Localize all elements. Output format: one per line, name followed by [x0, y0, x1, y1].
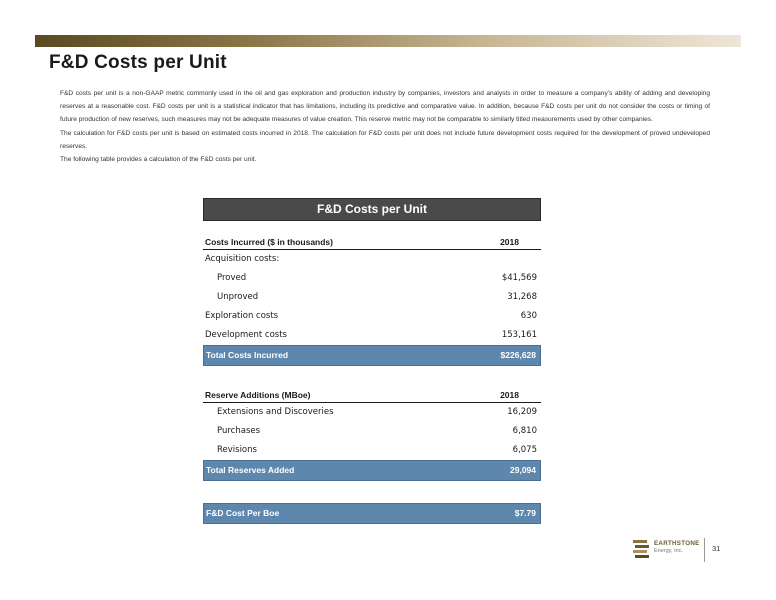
row-label: Revisions [217, 445, 257, 455]
fd-cost-per-boe-row [203, 503, 541, 524]
fd-costs-table [203, 198, 541, 524]
fd-cost-value: $7.79 [514, 508, 536, 518]
table-title: F&D Costs per Unit [203, 198, 541, 221]
logo-subtitle: Energy, Inc. [654, 548, 683, 554]
paragraph-calculation: The calculation for F&D costs per unit is based on estimated costs incurred in 2018. The calculation for F&D costs per unit does not include future development costs required for the development of proved undeveloped reserves. [60, 129, 710, 150]
table-row [203, 288, 541, 307]
page-number: 31 [712, 544, 721, 553]
row-value: 153,161 [501, 330, 537, 340]
table-row [203, 307, 541, 326]
row-label: Development costs [205, 330, 287, 340]
costs-header-label: Costs Incurred ($ in thousands) [205, 237, 333, 247]
page-title: F&D Costs per Unit [49, 52, 227, 73]
row-label: Proved [217, 273, 247, 283]
row-value: 6,075 [512, 445, 537, 455]
row-value: 16,209 [507, 407, 537, 417]
top-accent-bar [35, 35, 741, 47]
row-label: Unproved [217, 292, 259, 302]
paragraph-table-intro: The following table provides a calculation of the F&D costs per unit. [60, 156, 257, 164]
fd-cost-label: F&D Cost Per Boe [206, 508, 280, 518]
footer-divider [704, 538, 705, 562]
row-value: $41,569 [501, 273, 537, 283]
body-text [60, 87, 710, 166]
table-row [203, 422, 541, 441]
paragraph-definition: F&D costs per unit is a non-GAAP metric commonly used in the oil and gas exploration and production industry by companies, investors and analysts in order to measure a company’s ability of adding and developing reserves at a reasonable cost. F&D costs per unit is a statistical indicator that has limitations, including its predictive and comparative value. In addition, because F&D costs per unit do not consider the costs or timing of future production of new reserves, such measures may not be adequate measures of value creation. This reserve metric may not be comparable to similarly titled measurements used by other companies. [60, 90, 710, 124]
total-costs-row [203, 345, 541, 366]
costs-section-header [203, 235, 541, 250]
row-label: Exploration costs [205, 311, 279, 321]
table-row [203, 403, 541, 422]
reserves-section-header [203, 388, 541, 403]
total-costs-value: $226,628 [500, 350, 536, 360]
reserves-header-year: 2018 [500, 390, 519, 400]
earthstone-logo-icon [632, 537, 654, 559]
total-reserves-value: 29,094 [510, 465, 536, 475]
row-label: Purchases [217, 426, 261, 436]
row-label: Extensions and Discoveries [217, 407, 334, 417]
row-value: 31,268 [507, 292, 537, 302]
total-reserves-label: Total Reserves Added [206, 465, 295, 475]
reserves-header-label: Reserve Additions (MBoe) [205, 390, 311, 400]
total-costs-label: Total Costs Incurred [206, 350, 289, 360]
table-row [203, 269, 541, 288]
total-reserves-row [203, 460, 541, 481]
table-row [203, 326, 541, 345]
costs-header-year: 2018 [500, 237, 519, 247]
table-row [203, 250, 541, 269]
logo-name: EARTHSTONE [654, 540, 700, 547]
row-label: Acquisition costs: [205, 254, 280, 264]
row-value: 6,810 [512, 426, 537, 436]
row-value: 630 [520, 311, 537, 321]
table-row [203, 441, 541, 460]
